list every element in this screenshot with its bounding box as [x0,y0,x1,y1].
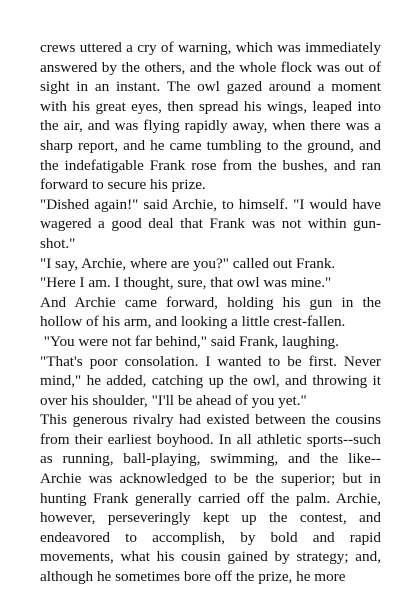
paragraph-poor-consolation: "That's poor consolation. I wanted to be first. Never mind," he added, catching up the owl, and throwing it over his shoulder, "I'll be ahead of you yet." [40,352,381,409]
paragraph-here-i-am: "Here I am. I thought, sure, that owl was mine." [40,274,332,292]
paragraph-owl-shot: crews uttered a cry of warning, which was immediately answered by the others, and the whole flock was out of sight in an instant. The owl gazed around a moment with his great eyes, then spread his wings, leaped into the air, and was flying rapidly away, when there was a sharp report, and he came tumbling to the ground, and the indefatigable Frank rose from the bushes, and ran forward to secure his prize. [40,39,381,194]
paragraph-generous-rivalry: This generous rivalry had existed between the cousins from their earliest boyhood. In all athletic sports--such as running, ball-playing, swimming, and the like--Archie was acknowledged to be the superior; but in hunting Frank generally carried off the palm. Archie, however, perseveringly kept up the contest, and endeavored to accomplish, by bold and rapid movements, what his cousin gained by strategy; and, although he sometimes bore off the prize, he more [40,411,381,586]
paragraph-where-are-you: "I say, Archie, where are you?" called out Frank. [40,254,336,272]
book-page-text [40,38,381,587]
paragraph-dished-again: "Dished again!" said Archie, to himself. "I would have wagered a good deal that Frank was not within gun-shot." [40,195,381,252]
paragraph-archie-came-forward: And Archie came forward, holding his gun in the hollow of his arm, and looking a little crest-fallen. [40,293,381,331]
paragraph-not-far-behind: "You were not far behind," said Frank, laughing. [43,332,339,350]
